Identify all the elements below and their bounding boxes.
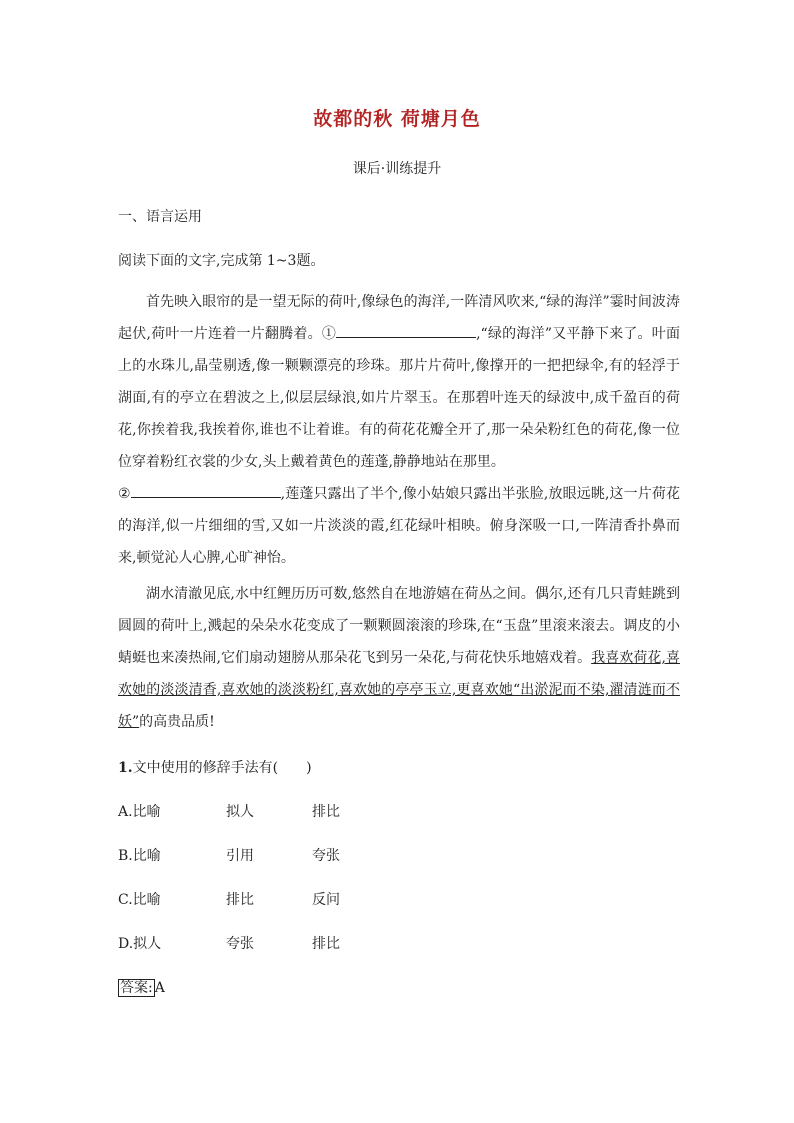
option-item: 夸张 xyxy=(226,936,254,952)
option-b xyxy=(118,845,340,865)
option-item: 夸张 xyxy=(312,848,340,864)
page-title: 故都的秋 荷塘月色 xyxy=(313,108,481,130)
question-number: 1. xyxy=(118,760,133,776)
passage-text: 的高贵品质! xyxy=(139,714,215,730)
option-item: 拟人 xyxy=(226,804,254,820)
option-item: 反问 xyxy=(312,892,340,908)
blank-1 xyxy=(336,323,476,338)
option-d xyxy=(118,933,340,953)
option-label: B.比喻 xyxy=(118,848,161,864)
blank-2 xyxy=(131,483,281,498)
option-a xyxy=(118,801,340,821)
passage-text: ,“绿的海洋”又平静下来了。叶面上的水珠儿,晶莹剔透,像一颗颗漂亮的珍珠。那片片荷叶,像撑开的一把把绿伞,有的轻浮于湖面,有的亭立在碧波之上,似层层绿浪,如片片翠玉。在那碧叶连天的绿波中,成千盈百的荷花,你挨着我,我挨着你,谁也不让着谁。有的荷花花瓣全开了,那一朵朵粉红色的荷花,像一位位穿着粉红衣裳的少女,头上戴着黄色的莲蓬,静静地站在那里。 xyxy=(118,326,681,470)
question-1 xyxy=(118,757,312,777)
instruction-text: 阅读下面的文字,完成第 1~3题。 xyxy=(118,253,325,269)
passage-text: 首先映入眼帘的是一望无际的荷叶,像绿色的海洋,一阵清风吹来,“绿的海洋”霎时间波涛起伏,荷叶一片连着一片翻腾着。① xyxy=(118,294,680,342)
option-item: 排比 xyxy=(312,936,340,952)
answer-label: 答案: xyxy=(120,980,153,996)
option-item: 排比 xyxy=(226,892,254,908)
answer-line xyxy=(118,977,165,997)
passage-text: 湖水清澈见底,水中红鲤历历可数,悠然自在地游嬉在荷丛之间。偶尔,还有几只青蛙跳到圆圆的荷叶上,溅起的朵朵水花变成了一颗颗圆滚滚的珍珠,在“玉盘”里滚来滚去。调皮的小蜻蜓也来凑热闹,它们扇动翅膀从那朵花飞到另一朵花,与荷花快乐地嬉戏着。 xyxy=(118,586,680,666)
question-text: 文中使用的修辞手法有( ) xyxy=(132,760,312,776)
page-subtitle: 课后·训练提升 xyxy=(352,161,442,177)
option-label: D.拟人 xyxy=(118,936,162,952)
option-item: 引用 xyxy=(226,848,254,864)
option-label: A.比喻 xyxy=(118,804,161,820)
option-c xyxy=(118,889,340,909)
passage-text: ,莲蓬只露出了半个,像小姑娘只露出半张脸,放眼远眺,这一片荷花的海洋,似一片细细的雪,又如一片淡淡的霞,红花绿叶相映。俯身深吸一口,一阵清香扑鼻而来,顿觉沁人心脾,心旷神怡。 xyxy=(118,486,680,566)
section-heading: 一、语言运用 xyxy=(118,209,202,225)
blank-marker-2: ② xyxy=(118,486,131,502)
passage-paragraph-1 xyxy=(118,286,680,574)
option-label: C.比喻 xyxy=(118,892,161,908)
passage-paragraph-2 xyxy=(118,578,680,738)
option-item: 排比 xyxy=(312,804,340,820)
answer-value: A xyxy=(154,980,165,996)
underlined-text: 我喜欢荷花,喜欢她的淡淡清香,喜欢她的淡淡粉红,喜欢她的亭亭玉立,更喜欢她“出淤泥而不染,濯清涟而不妖” xyxy=(118,650,680,730)
